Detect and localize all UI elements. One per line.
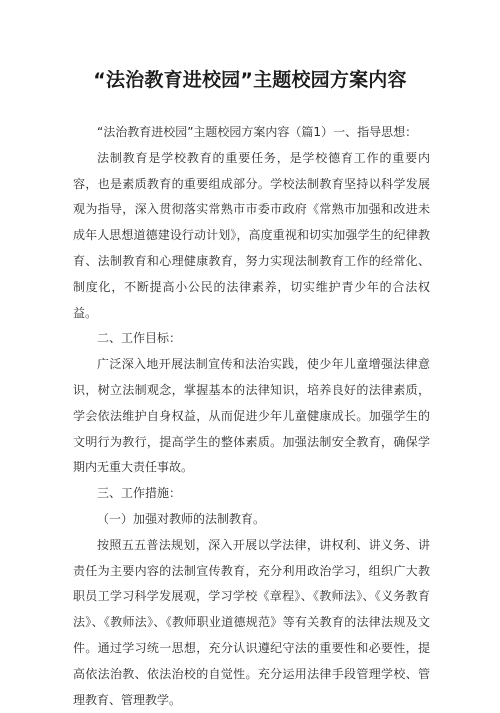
paragraph-measures-heading: 三、工作措施： bbox=[97, 486, 182, 501]
paragraph-guiding-ideology: 法制教育是学校教育的重要任务，是学校德育工作的重要内容，也是素质教育的重要组成部分。学校法制教育坚持以科学发展观为指导，深入贯彻落实常熟市市委市政府《常熟市加强和改进未成年人思想道德建设行动计划》，高度重视和切实加强学生的纪律教育、法制教育和心理健康教育，努力实现法制教育工作的经常化、制度化，不断提高小公民的法律素养，切实维护青少年的合法权益。 bbox=[73, 150, 430, 320]
paragraph-goals: 广泛深入地开展法制宣传和法治实践，使少年儿童增强法律意识，树立法制观念，掌握基本的法律知识，培养良好的法律素质，学会依法维护自身权益，从而促进少年儿童健康成长。加强学生的文明行为教行，提高学生的整体素质。加强法制安全教育，确保学期内无重大责任事故。 bbox=[73, 357, 430, 475]
paragraph-measure-1-body: 按照五五普法规划，深入开展以学法律，讲权利、讲义务、讲责任为主要内容的法制宣传教育，充分利用政治学习，组织广大教职员工学习科学发展观，学习学校《章程》、《教师法》、《义务教育法》、《教师法》、《教师职业道德规范》等有关教育的法律法规及文件。通过学习统一思想，充分认识遵纪守法的重要性和必要性，提高依法治教、依法治校的自觉性。充分运用法律手段管理学校、管理教育、管理教学。 bbox=[73, 537, 430, 707]
document-body bbox=[73, 120, 430, 713]
document-title: “法治教育进校园”主题校园方案内容 bbox=[93, 69, 407, 91]
paragraph-goals-heading: 二、工作目标： bbox=[97, 331, 182, 346]
paragraph-intro-heading: “法治教育进校园”主题校园方案内容（篇1）一、指导思想： bbox=[97, 125, 418, 139]
paragraph-measure-1-heading: （一）加强对教师的法制教育。 bbox=[97, 511, 266, 526]
